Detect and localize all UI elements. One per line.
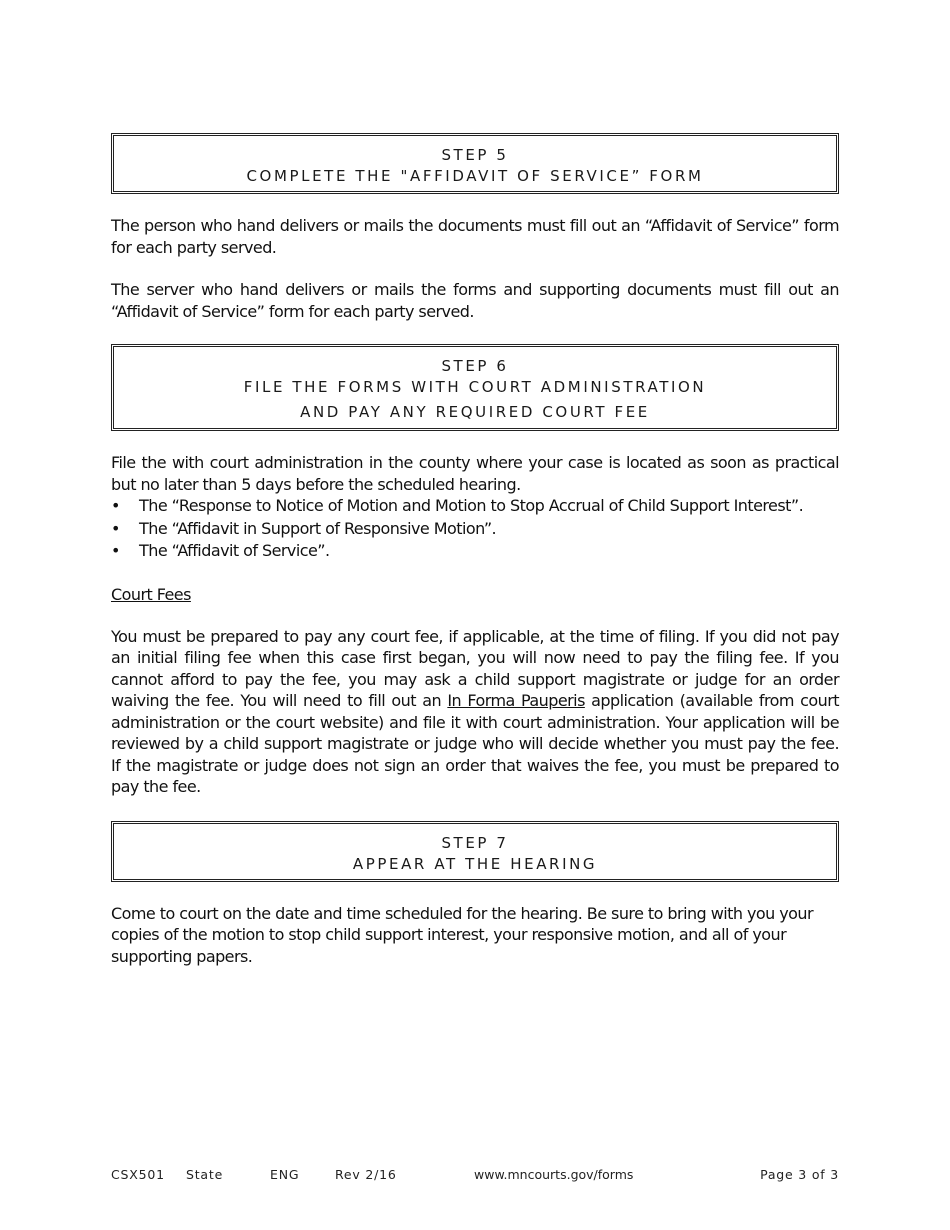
website-url: www.mncourts.gov/forms (474, 1167, 634, 1182)
required-forms-list (111, 495, 839, 563)
list-item (111, 540, 839, 563)
page-footer (111, 1167, 839, 1185)
step-6-intro: File the with court administration in the county where your case is located as soon as practical but no later than 5 days before the scheduled hearing. (111, 453, 839, 494)
list-item-text: The “Affidavit in Support of Responsive Motion”. (139, 518, 497, 538)
jurisdiction-label: State (186, 1167, 224, 1182)
language-label: ENG (270, 1167, 300, 1182)
step-5-paragraph-2: The server who hand delivers or mails the forms and supporting documents must fill out an “Affidavit of Service” form for each party served. (111, 280, 839, 321)
form-code: CSX501 (111, 1167, 165, 1182)
step-7-subtitle: APPEAR AT THE HEARING (352, 854, 598, 873)
step-6-title: STEP 6 (441, 357, 509, 375)
step-7-header (111, 821, 839, 882)
step-5-title: STEP 5 (441, 146, 509, 164)
step-5-subtitle: COMPLETE THE "AFFIDAVIT OF SERVICE” FORM (246, 167, 704, 185)
step-5-header (111, 133, 839, 194)
page-number: Page 3 of 3 (760, 1167, 839, 1182)
step-6-subtitle-line-2: AND PAY ANY REQUIRED COURT FEE (300, 403, 650, 421)
list-item-text: The “Response to Notice of Motion and Motion to Stop Accrual of Child Support Interest”. (139, 496, 804, 515)
step-5-paragraph-1: The person who hand delivers or mails the documents must fill out an “Affidavit of Service” form for each party served. (111, 216, 839, 257)
bullet-icon: • (111, 541, 120, 560)
list-item-text: The “Affidavit of Service”. (139, 541, 330, 560)
step-6-header (111, 344, 839, 431)
bullet-icon: • (111, 496, 120, 515)
bullet-icon: • (111, 518, 120, 538)
step-7-paragraph: Come to court on the date and time scheduled for the hearing. Be sure to bring with you your copies of the motion to stop child support interest, your responsive motion, and all of your supporting papers. (111, 903, 814, 966)
document-page (111, 133, 839, 967)
court-fees-paragraph (111, 626, 839, 798)
revision-label: Rev 2/16 (335, 1167, 397, 1182)
step-6-subtitle-line-1: FILE THE FORMS WITH COURT ADMINISTRATION (243, 378, 707, 396)
court-fees-text-part-1: You must be prepared to pay any court fee, if applicable, at the time of filing. If you did not pay an initial filing fee when this case first began, you will now need to pay the filing fee. If you cannot afford to pay the fee, you may ask a child support magistrate or judge for an order waiving the fee. You will need to fill out an (111, 626, 839, 710)
list-item (111, 495, 839, 518)
in-forma-pauperis-term: In Forma Pauperis (447, 691, 585, 710)
step-7-title: STEP 7 (441, 833, 509, 852)
court-fees-text-part-2: application (available from court administration or the court website) and file it with court administration. Your application will be reviewed by a child support magistrate or judge who will decide whether you must pay the fee. If the magistrate or judge does not sign an order that waives the fee, you must be prepared to pay the fee. (111, 691, 839, 796)
list-item (111, 518, 839, 541)
court-fees-heading: Court Fees (111, 584, 191, 604)
